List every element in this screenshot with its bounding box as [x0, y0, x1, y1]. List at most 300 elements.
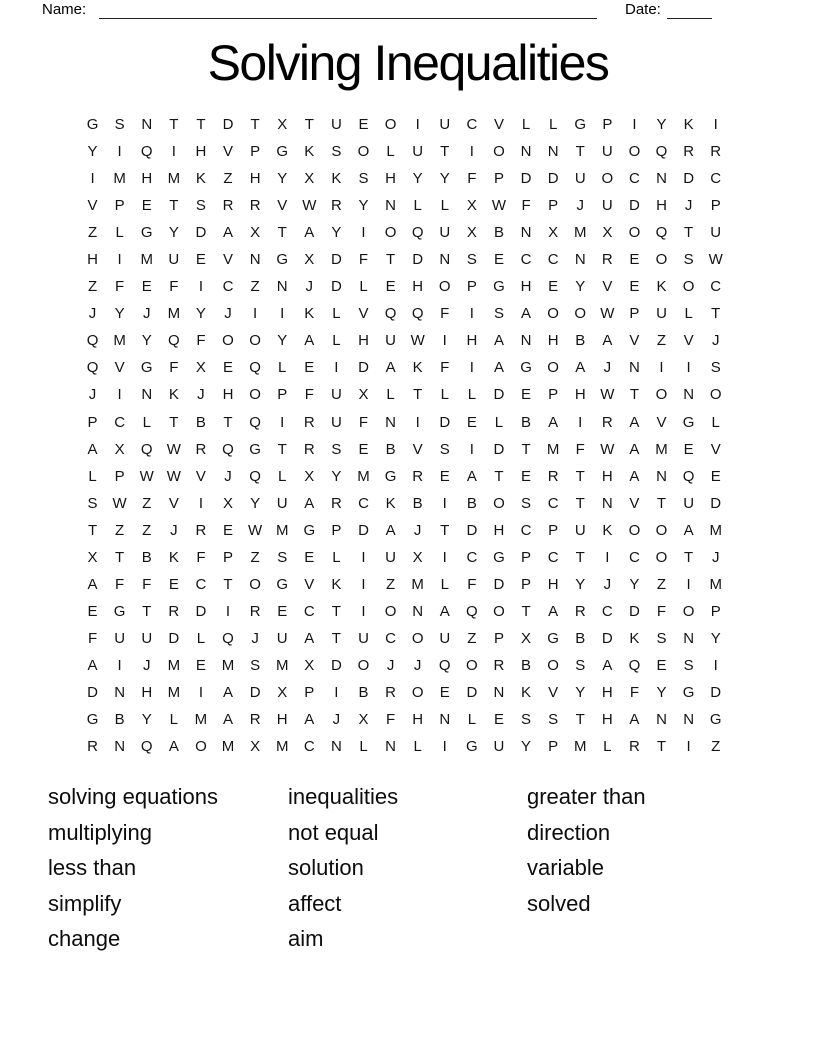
grid-letter: J — [684, 197, 693, 215]
grid-letter: A — [304, 332, 315, 350]
grid-letter: I — [442, 494, 447, 512]
grid-letter: T — [575, 494, 585, 512]
grid-letter: E — [629, 251, 640, 269]
grid-letter: A — [385, 359, 396, 377]
grid-letter: R — [493, 656, 505, 674]
grid-letter: Y — [277, 332, 288, 350]
grid-letter: H — [412, 711, 424, 729]
grid-letter: V — [548, 684, 559, 701]
grid-letter: U — [141, 629, 153, 647]
grid-letter: Q — [628, 656, 641, 674]
grid-letter: K — [304, 143, 315, 161]
grid-letter: U — [439, 629, 451, 647]
grid-letter: J — [603, 359, 612, 377]
grid-letter: N — [656, 711, 667, 729]
grid-letter: O — [249, 386, 261, 404]
grid-letter: N — [114, 738, 126, 756]
grid-letter: X — [250, 738, 261, 756]
grid-letter: V — [602, 278, 613, 296]
grid-letter: L — [440, 575, 449, 593]
grid-letter: A — [629, 413, 640, 431]
grid-letter: X — [87, 548, 98, 566]
grid-letter: R — [629, 738, 640, 756]
grid-letter: R — [710, 143, 722, 161]
grid-letter: W — [600, 440, 615, 458]
grid-letter: W — [410, 332, 425, 350]
grid-letter: Y — [195, 305, 206, 323]
grid-letter: K — [521, 684, 532, 701]
grid-letter: U — [439, 116, 451, 134]
grid-letter: I — [361, 575, 366, 593]
grid-letter: V — [656, 413, 667, 431]
grid-letter: H — [141, 684, 153, 701]
grid-letter: R — [412, 467, 424, 485]
grid-letter: H — [656, 197, 667, 215]
grid-letter: F — [304, 386, 314, 404]
grid-letter: V — [683, 332, 694, 350]
grid-letter: R — [249, 197, 261, 215]
grid-letter: O — [655, 521, 668, 539]
word-list-item: solution — [288, 855, 364, 881]
grid-letter: T — [575, 711, 585, 729]
name-blank-line — [99, 18, 597, 19]
grid-letter: N — [683, 711, 695, 729]
grid-letter: U — [330, 116, 342, 134]
grid-letter: L — [88, 467, 97, 485]
grid-letter: B — [521, 413, 532, 431]
grid-letter: E — [439, 684, 450, 701]
grid-letter: P — [548, 521, 559, 539]
grid-letter: N — [439, 251, 451, 269]
word-list-item: simplify — [48, 890, 122, 916]
grid-letter: I — [713, 656, 718, 674]
grid-letter: A — [385, 521, 396, 539]
grid-letter: M — [113, 170, 126, 188]
grid-letter: R — [195, 440, 207, 458]
grid-letter: M — [113, 332, 126, 350]
grid-letter: J — [305, 278, 314, 296]
grid-letter: Q — [140, 440, 153, 458]
grid-letter: A — [575, 359, 586, 377]
grid-letter: M — [221, 738, 235, 756]
grid-letter: Q — [86, 332, 99, 350]
grid-letter: J — [224, 467, 232, 485]
grid-letter: H — [547, 332, 559, 350]
grid-letter: F — [358, 413, 369, 431]
grid-letter: I — [253, 305, 258, 323]
grid-letter: L — [142, 413, 151, 431]
grid-letter: N — [520, 332, 532, 350]
word-list-item: not equal — [288, 819, 379, 845]
grid-letter: C — [601, 602, 613, 620]
grid-letter: C — [547, 251, 559, 269]
grid-letter: A — [548, 413, 559, 431]
grid-letter: D — [710, 684, 722, 701]
word-list-item: affect — [288, 890, 342, 916]
grid-letter: L — [332, 332, 341, 350]
grid-letter: S — [250, 656, 261, 674]
grid-letter: I — [361, 224, 366, 242]
grid-letter: B — [521, 656, 532, 674]
grid-letter: E — [493, 251, 504, 269]
grid-letter: D — [330, 656, 342, 674]
grid-letter: F — [115, 575, 125, 593]
grid-letter: U — [276, 494, 288, 512]
grid-letter: D — [629, 602, 640, 620]
grid-letter: M — [709, 575, 722, 593]
grid-letter: O — [384, 224, 397, 242]
grid-letter: U — [168, 251, 180, 269]
grid-letter: V — [629, 494, 640, 512]
grid-letter: M — [275, 521, 289, 539]
grid-letter: G — [303, 521, 316, 539]
grid-letter: I — [469, 440, 474, 458]
grid-letter: I — [469, 143, 474, 161]
grid-letter: Q — [682, 467, 695, 485]
grid-letter: N — [520, 143, 532, 161]
grid-letter: O — [438, 278, 451, 296]
grid-letter: Z — [385, 575, 396, 593]
grid-letter: L — [413, 197, 422, 215]
grid-letter: O — [466, 656, 478, 674]
grid-letter: C — [303, 738, 315, 756]
grid-letter: I — [469, 359, 474, 377]
grid-letter: B — [358, 684, 369, 701]
grid-letter: N — [683, 629, 695, 647]
grid-letter: N — [141, 116, 153, 134]
grid-letter: T — [440, 521, 450, 539]
grid-letter: O — [655, 251, 668, 269]
grid-letter: N — [574, 251, 586, 269]
grid-letter: L — [169, 711, 178, 729]
grid-letter: I — [334, 684, 339, 701]
grid-letter: I — [280, 413, 285, 431]
grid-letter: Q — [140, 143, 153, 161]
grid-letter: P — [548, 386, 559, 404]
grid-letter: N — [629, 359, 640, 377]
grid-letter: P — [548, 197, 559, 215]
grid-letter: N — [141, 386, 153, 404]
word-list-item: direction — [527, 819, 611, 845]
grid-letter: W — [302, 197, 317, 215]
grid-letter: D — [466, 521, 478, 539]
grid-letter: N — [385, 413, 396, 431]
grid-letter: M — [411, 575, 424, 593]
grid-letter: M — [546, 440, 560, 458]
grid-letter: W — [248, 521, 263, 539]
grid-letter: E — [683, 440, 694, 458]
grid-letter: N — [520, 224, 532, 242]
grid-letter: H — [249, 170, 261, 188]
grid-letter: O — [493, 494, 505, 512]
grid-letter: Z — [656, 575, 667, 593]
grid-letter: Y — [575, 278, 586, 296]
grid-letter: C — [195, 575, 207, 593]
grid-letter: V — [304, 575, 315, 593]
grid-letter: N — [656, 170, 667, 188]
grid-letter: T — [656, 494, 667, 512]
grid-letter: Y — [141, 332, 152, 350]
grid-letter: Y — [439, 170, 450, 188]
grid-letter: J — [142, 656, 151, 674]
grid-letter: J — [197, 386, 205, 404]
grid-letter: D — [358, 521, 369, 539]
grid-letter: S — [710, 359, 721, 377]
grid-letter: V — [87, 197, 98, 215]
grid-letter: X — [602, 224, 613, 242]
grid-letter: A — [304, 494, 315, 512]
grid-letter: S — [683, 656, 694, 674]
grid-letter: L — [548, 116, 558, 134]
grid-letter: L — [278, 359, 287, 377]
grid-letter: N — [683, 386, 695, 404]
grid-letter: V — [114, 359, 125, 377]
grid-letter: Y — [141, 711, 152, 729]
grid-letter: L — [440, 386, 449, 404]
grid-letter: W — [491, 197, 507, 215]
grid-letter: O — [655, 386, 668, 404]
grid-letter: Q — [222, 440, 234, 458]
grid-letter: I — [90, 170, 95, 188]
grid-letter: Q — [466, 602, 478, 620]
grid-letter: Q — [655, 224, 668, 242]
grid-letter: I — [713, 116, 718, 134]
grid-letter: F — [656, 602, 667, 620]
grid-letter: W — [139, 467, 154, 485]
grid-letter: E — [358, 440, 369, 458]
grid-letter: T — [115, 548, 125, 566]
grid-letter: R — [330, 197, 342, 215]
grid-letter: V — [223, 251, 234, 269]
grid-letter: I — [198, 684, 203, 701]
grid-letter: S — [331, 440, 342, 458]
grid-letter: F — [196, 332, 206, 350]
grid-letter: O — [357, 656, 370, 674]
grid-letter: G — [249, 440, 261, 458]
grid-letter: G — [86, 116, 99, 134]
grid-letter: J — [413, 656, 422, 674]
grid-letter: I — [686, 359, 691, 377]
grid-letter: M — [140, 251, 153, 269]
grid-letter: I — [225, 602, 231, 620]
grid-letter: W — [600, 305, 615, 323]
grid-letter: G — [466, 738, 478, 756]
grid-letter: A — [629, 711, 640, 729]
grid-letter: E — [141, 197, 152, 215]
grid-letter: R — [168, 602, 180, 620]
grid-letter: F — [440, 305, 450, 323]
grid-letter: O — [249, 575, 261, 593]
grid-letter: W — [166, 440, 181, 458]
grid-letter: F — [521, 197, 531, 215]
grid-letter: M — [194, 711, 208, 729]
grid-letter: Z — [115, 521, 125, 539]
grid-letter: X — [223, 494, 234, 512]
grid-letter: Q — [438, 656, 451, 674]
grid-letter: Y — [575, 575, 586, 593]
grid-letter: P — [521, 575, 532, 593]
grid-letter: I — [442, 738, 447, 756]
grid-letter: N — [439, 711, 451, 729]
grid-letter: H — [493, 521, 505, 539]
grid-letter: F — [358, 251, 369, 269]
grid-letter: T — [250, 116, 260, 134]
word-list-item: variable — [527, 855, 605, 881]
grid-letter: A — [168, 738, 179, 756]
grid-letter: V — [277, 197, 288, 215]
grid-letter: L — [386, 143, 395, 161]
grid-letter: S — [331, 143, 342, 161]
grid-letter: H — [276, 711, 288, 729]
grid-letter: O — [628, 224, 641, 242]
grid-letter: P — [548, 738, 559, 756]
grid-letter: Y — [629, 575, 640, 593]
grid-letter: U — [358, 629, 369, 647]
grid-letter: H — [358, 332, 369, 350]
grid-letter: Z — [250, 278, 260, 296]
grid-letter: K — [602, 521, 613, 539]
grid-letter: U — [574, 170, 586, 188]
grid-letter: C — [385, 629, 396, 647]
grid-letter: H — [195, 143, 207, 161]
grid-letter: I — [659, 359, 664, 377]
grid-letter: C — [466, 116, 478, 134]
grid-letter: E — [141, 278, 152, 296]
grid-letter: R — [385, 684, 396, 701]
grid-letter: D — [466, 684, 478, 701]
grid-letter: E — [710, 467, 721, 485]
grid-letter: R — [249, 711, 261, 729]
grid-letter: E — [168, 575, 179, 593]
grid-letter: V — [710, 440, 721, 458]
grid-letter: T — [684, 224, 694, 242]
grid-letter: L — [196, 629, 206, 647]
grid-letter: M — [167, 656, 181, 674]
grid-letter: P — [466, 278, 477, 296]
grid-letter: M — [167, 170, 181, 188]
grid-letter: G — [86, 711, 99, 729]
grid-letter: Z — [711, 738, 721, 756]
grid-letter: T — [575, 548, 585, 566]
grid-letter: L — [332, 548, 341, 566]
grid-letter: E — [521, 467, 532, 485]
grid-letter: T — [169, 413, 179, 431]
name-label: Name: — [42, 1, 87, 18]
grid-letter: G — [493, 548, 505, 566]
grid-letter: T — [142, 602, 152, 620]
grid-letter: I — [442, 548, 447, 566]
grid-letter: P — [114, 467, 125, 485]
grid-letter: A — [439, 602, 450, 620]
grid-letter: L — [684, 305, 693, 323]
grid-letter: G — [113, 602, 126, 620]
grid-letter: I — [361, 548, 366, 566]
grid-letter: C — [710, 170, 722, 188]
grid-letter: J — [142, 305, 151, 323]
grid-letter: D — [249, 684, 261, 701]
grid-letter: Z — [142, 494, 152, 512]
grid-letter: D — [330, 278, 342, 296]
grid-letter: I — [117, 656, 122, 674]
grid-letter: D — [195, 224, 207, 242]
grid-letter: G — [140, 359, 153, 377]
grid-letter: L — [521, 116, 531, 134]
grid-letter: A — [87, 440, 98, 458]
grid-letter: U — [385, 548, 396, 566]
grid-letter: I — [117, 251, 122, 269]
grid-letter: P — [521, 548, 532, 566]
grid-letter: R — [601, 251, 613, 269]
grid-letter: L — [359, 278, 368, 296]
grid-letter: X — [304, 467, 315, 485]
grid-letter: J — [224, 305, 232, 323]
grid-letter: H — [412, 278, 424, 296]
word-list-item: multiplying — [48, 819, 152, 845]
grid-letter: E — [195, 251, 206, 269]
grid-letter: D — [168, 629, 180, 647]
grid-letter: X — [250, 224, 261, 242]
grid-letter: S — [358, 170, 369, 188]
grid-letter: U — [493, 738, 505, 756]
grid-letter: P — [250, 143, 261, 161]
grid-letter: J — [711, 332, 720, 350]
grid-letter: E — [656, 656, 667, 674]
grid-letter: D — [87, 684, 98, 701]
grid-letter: A — [87, 575, 98, 593]
grid-letter: I — [686, 575, 691, 593]
grid-letter: L — [332, 305, 341, 323]
grid-letter: S — [575, 656, 586, 674]
grid-letter: Q — [411, 305, 424, 323]
grid-letter: U — [276, 629, 288, 647]
grid-letter: H — [574, 386, 586, 404]
grid-letter: L — [278, 467, 287, 485]
grid-letter: T — [521, 602, 531, 620]
grid-letter: K — [385, 494, 396, 512]
grid-letter: Q — [249, 467, 261, 485]
grid-letter: O — [493, 602, 505, 620]
grid-letter: X — [277, 684, 288, 701]
grid-letter: X — [304, 656, 315, 674]
grid-letter: D — [601, 629, 613, 647]
grid-letter: A — [87, 656, 98, 674]
grid-letter: T — [331, 602, 341, 620]
grid-letter: X — [412, 548, 423, 566]
grid-letter: N — [547, 143, 559, 161]
grid-letter: M — [655, 440, 668, 458]
grid-letter: M — [573, 738, 587, 756]
grid-letter: T — [331, 629, 341, 647]
grid-letter: N — [249, 251, 261, 269]
grid-letter: P — [87, 413, 98, 431]
grid-letter: F — [169, 359, 179, 377]
word-list-item: change — [48, 926, 121, 952]
grid-letter: W — [708, 251, 723, 269]
grid-letter: L — [467, 386, 477, 404]
grid-letter: D — [493, 440, 505, 458]
grid-letter: E — [223, 521, 234, 539]
grid-letter: Y — [331, 467, 342, 485]
grid-letter: O — [709, 386, 722, 404]
grid-letter: D — [547, 170, 559, 188]
grid-letter: J — [88, 305, 97, 323]
grid-letter: D — [683, 170, 695, 188]
grid-letter: Q — [384, 305, 397, 323]
grid-letter: S — [493, 305, 504, 323]
grid-letter: O — [547, 359, 559, 377]
word-column-1 — [48, 779, 218, 957]
grid-letter: K — [168, 386, 179, 404]
